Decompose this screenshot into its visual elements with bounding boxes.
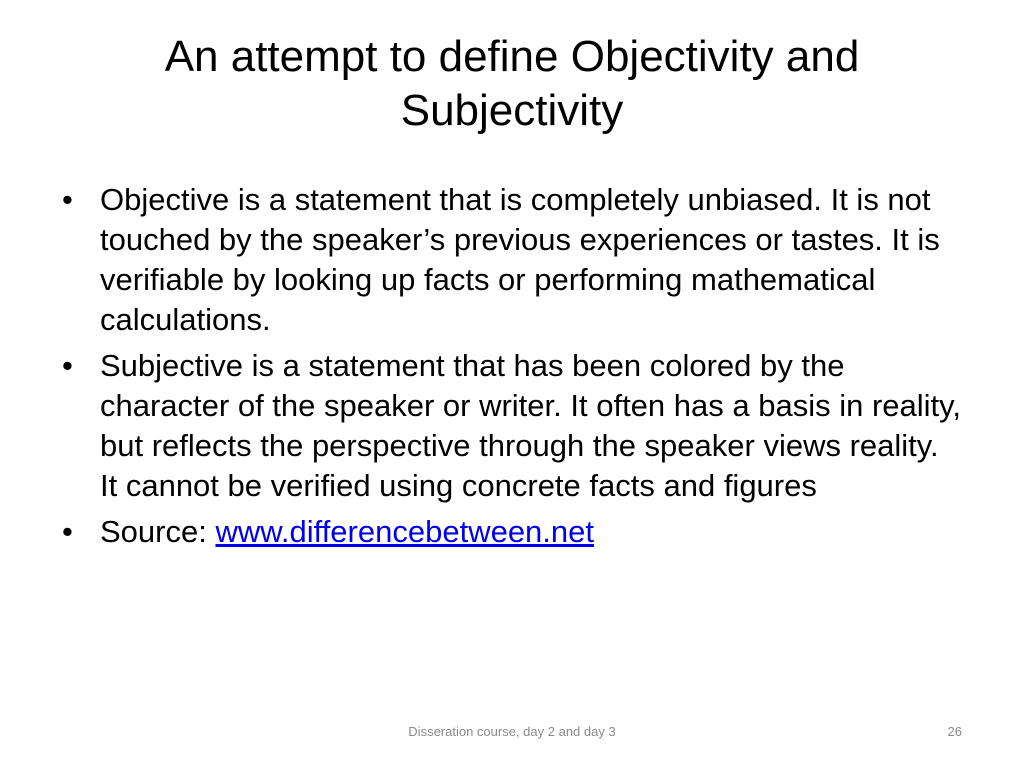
bullet-item-subjective [62, 346, 962, 506]
bullet-item-objective [62, 180, 962, 340]
bullet-icon: • [62, 182, 73, 217]
bullet-list [62, 180, 962, 558]
bullet-text-subjective: Subjective is a statement that has been colored by the character of the speaker or writer. It often has a basis in reality, but reflects the perspective through the speaker views reality. It cannot be verified using concrete facts and figures [100, 348, 961, 503]
source-link[interactable]: www.differencebetween.net [215, 514, 595, 549]
bullet-icon: • [62, 348, 73, 383]
page-number: 26 [947, 724, 962, 739]
bullet-icon: • [62, 514, 73, 549]
slide-title: An attempt to define Objectivity and Subjectivity [164, 32, 860, 135]
bullet-item-source [62, 512, 962, 552]
source-label: Source: [100, 514, 216, 549]
footer-text: Disseration course, day 2 and day 3 [408, 724, 616, 739]
bullet-text-objective: Objective is a statement that is completely unbiased. It is not touched by the speaker’s previous experiences or tastes. It is verifiable by looking up facts or performing mathematical calculations. [100, 182, 940, 337]
